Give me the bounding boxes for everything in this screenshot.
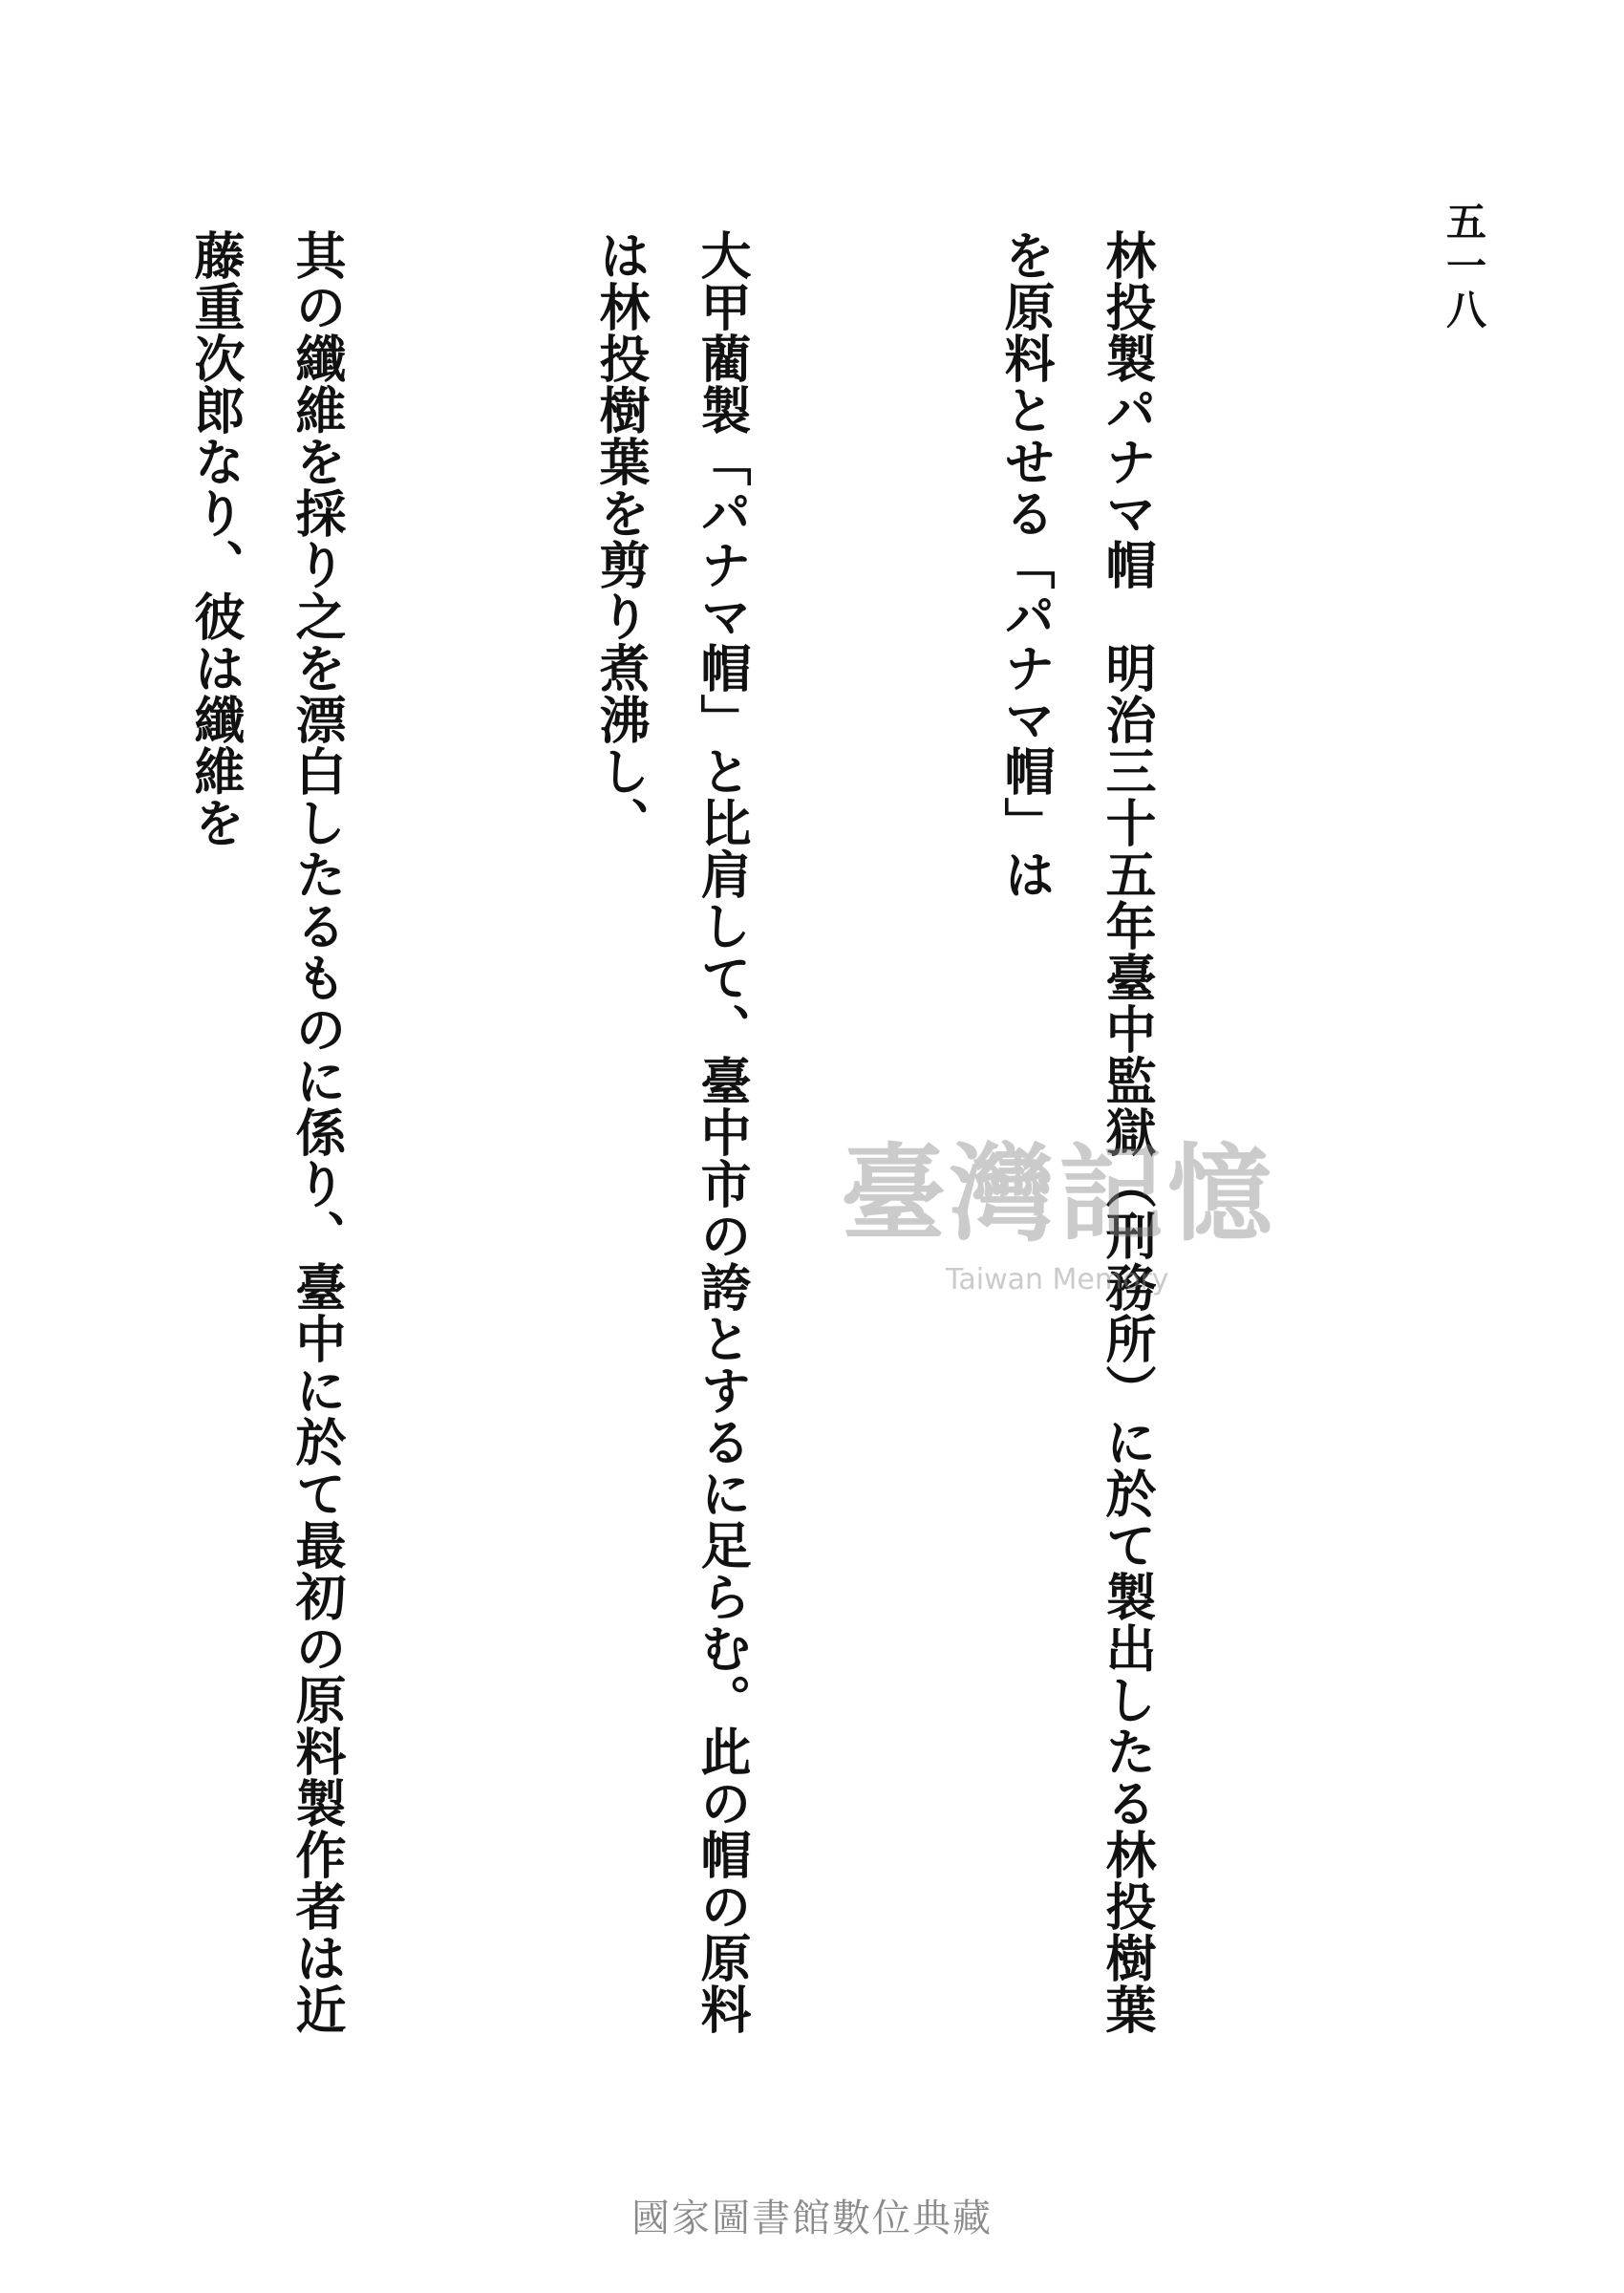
text-column: 其の纖維を採り之を漂白したるものに係り、臺中に於て最初の原料製作者は近藤重次郎なり、彼は纖維を [186, 229, 347, 2035]
text-column: 大甲藺製「パナマ帽」と比肩して、臺中市の誇とするに足らむ。此の帽の原料は林投樹葉を剪り煮沸し、 [591, 229, 752, 2035]
text-column: 林投製パナマ帽 明治三十五年臺中監獄（刑務所）に於て製出したる林投樹葉を原料とせる「パナマ帽」は [996, 229, 1157, 2035]
document-body [119, 229, 1380, 2045]
page-number: 五一八 [1441, 201, 1487, 332]
footer-label: 國家圖書館數位典藏 [631, 2197, 993, 2240]
watermark-subtitle: Taiwan Memory [946, 1263, 1169, 1297]
watermark-text: 臺灣記憶 [841, 1132, 1276, 1255]
